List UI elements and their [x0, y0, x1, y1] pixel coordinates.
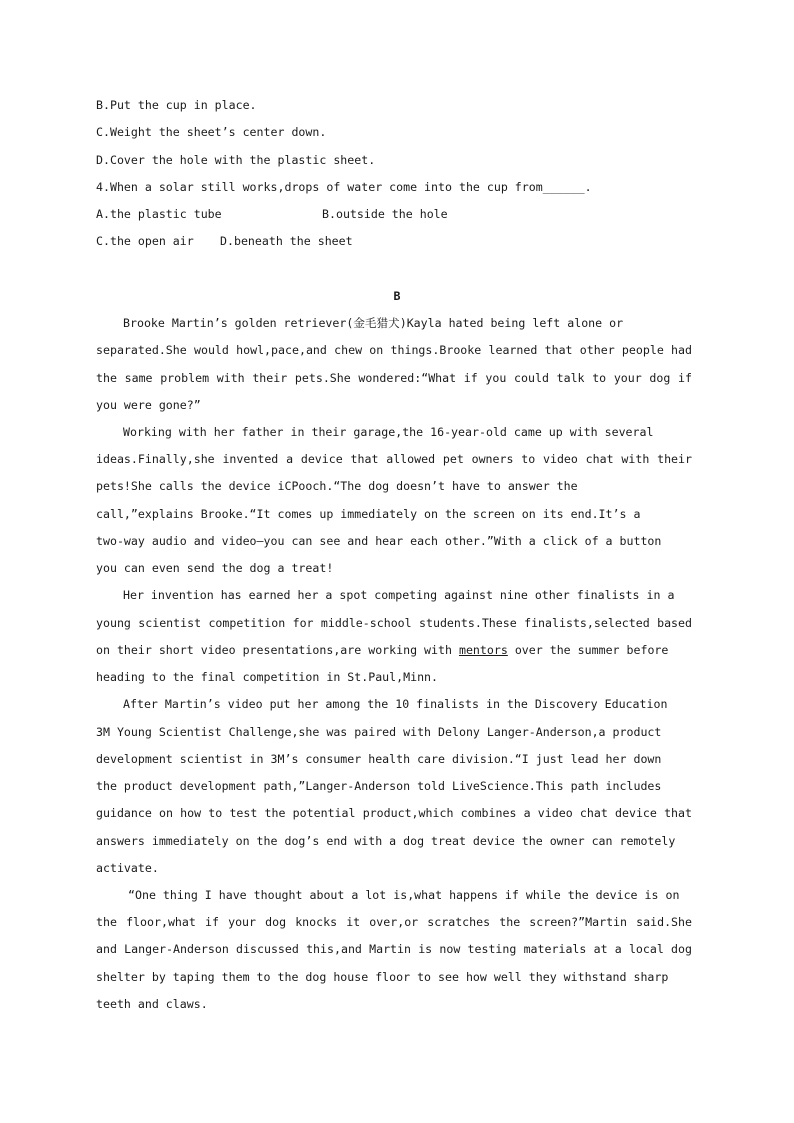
p2-line: call,”explains Brooke.“It comes up immediately on the screen on its end.It’s a: [96, 507, 641, 521]
p5-line: shelter by taping them to the dog house floor to see how well they withstand sharp: [96, 970, 669, 984]
p4-line: 3M Young Scientist Challenge,she was paired with Delony Langer-Anderson,a product: [96, 725, 662, 739]
q4-option-b: B.outside the hole: [322, 207, 448, 221]
q3-option-b: B.Put the cup in place.: [96, 98, 257, 112]
q4-option-a: A.the plastic tube: [96, 207, 222, 221]
p4-line: the product development path,”Langer-Anderson told LiveScience.This path includes: [96, 779, 662, 793]
q4-option-c: C.the open air: [96, 234, 194, 248]
p4-line: activate.: [96, 861, 159, 875]
p3-line: heading to the final competition in St.Paul,Minn.: [96, 670, 439, 684]
p2-line: pets!She calls the device iCPooch.“The dog doesn’t have to answer the: [96, 479, 578, 493]
p1-line: you were gone?”: [96, 398, 201, 412]
p3-line: young scientist competition for middle-school students.These finalists,selected based: [96, 616, 692, 630]
q4-stem: 4.When a solar still works,drops of water come into the cup from______.: [96, 180, 592, 194]
p5-line: “One thing I have thought about a lot is,what happens if while the device is on: [128, 888, 680, 902]
p5-line: teeth and claws.: [96, 997, 208, 1011]
q3-option-c: C.Weight the sheet’s center down.: [96, 125, 327, 139]
p3-line: Her invention has earned her a spot competing against nine other finalists in a: [123, 588, 675, 602]
p2-line: ideas.Finally,she invented a device that allowed pet owners to video chat with their: [96, 452, 692, 466]
mentors-underlined-word: mentors: [458, 643, 508, 657]
q3-option-d: D.Cover the hole with the plastic sheet.: [96, 153, 376, 167]
p1-line: Brooke Martin’s golden retriever(金毛猎犬)Kayla hated being left alone or: [123, 316, 624, 330]
p5-line: and Langer-Anderson discussed this,and Martin is now testing materials at a local dog: [96, 942, 692, 956]
p1-line: the same problem with their pets.She wondered:“What if you could talk to your dog if: [96, 371, 692, 385]
p2-line: you can even send the dog a treat!: [96, 561, 334, 575]
p4-line: After Martin’s video put her among the 10 finalists in the Discovery Education: [123, 697, 668, 711]
p1-line: separated.She would howl,pace,and chew on things.Brooke learned that other people had: [96, 343, 692, 357]
p4-line: development scientist in 3M’s consumer health care division.“I just lead her down: [96, 752, 662, 766]
p3-line-with-mentors: [96, 642, 668, 658]
p3-text-after: over the summer before: [507, 643, 669, 657]
p4-line: guidance on how to test the potential product,which combines a video chat device that: [96, 806, 692, 820]
p5-line: the floor,what if your dog knocks it over,or scratches the screen?”Martin said.She: [96, 915, 692, 929]
p2-line: two-way audio and video—you can see and hear each other.”With a click of a button: [96, 534, 662, 548]
p3-text-before: on their short video presentations,are working with: [96, 643, 459, 657]
p4-line: answers immediately on the dog’s end with a dog treat device the owner can remotely: [96, 834, 676, 848]
q4-option-d: D.beneath the sheet: [220, 234, 353, 248]
p2-line: Working with her father in their garage,the 16-year-old came up with several: [123, 425, 654, 439]
passage-heading: B: [393, 289, 401, 303]
